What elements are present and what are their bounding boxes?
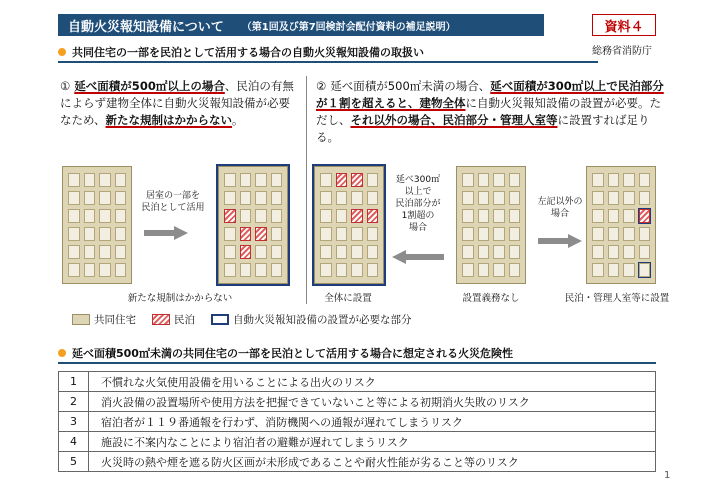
table-row — [59, 372, 656, 392]
risk-table — [58, 371, 656, 472]
section2-heading — [58, 345, 513, 361]
arrow1-text: 居室の一部を 民泊として活用 — [141, 191, 205, 213]
legend-minpaku-label: 民泊 — [174, 314, 195, 326]
case1-text — [60, 78, 300, 129]
risk-number: 2 — [59, 392, 89, 412]
risk-text: 消火設備の設置場所や使用方法を把握できていないこと等による初期消火失敗のリスク — [89, 392, 656, 412]
building-whole-alarm — [314, 166, 384, 284]
page-number: 1 — [664, 470, 671, 481]
risk-number: 4 — [59, 432, 89, 452]
label-not-required: 設置義務なし — [462, 293, 520, 304]
case2-text — [316, 78, 668, 146]
table-row — [59, 412, 656, 432]
page-subtitle: （第1回及び第7回検討会配付資料の補足説明） — [241, 21, 456, 33]
risk-text: 施設に不案内なことにより宿泊者の避難が遅れてしまうリスク — [89, 432, 656, 452]
arrow2-text: 延べ300㎡ 以上で 民泊部分が 1割超の 場合 — [395, 175, 441, 233]
section1-heading — [58, 44, 583, 60]
arrow-right-2 — [538, 234, 582, 248]
case2-condition: 延べ面積が300㎡以上で民泊部分が１割を超えると、建物全体 — [316, 79, 664, 110]
vertical-divider — [306, 76, 307, 304]
apartment-swatch — [72, 314, 90, 325]
case2-end: に設置すれば足りる。 — [316, 113, 650, 144]
section1-heading-text: 共同住宅の一部を民泊として活用する場合の自動火災報知設備の取扱い — [72, 46, 424, 59]
arrow3-text: 左記以外の 場合 — [537, 197, 583, 219]
material-label: 資料４ — [592, 14, 656, 36]
case2-exception: それ以外の場合、民泊部分・管理人室等 — [350, 113, 558, 127]
divider — [58, 61, 598, 63]
building-no-obligation — [456, 166, 526, 284]
table-row — [59, 452, 656, 472]
case1-body: 、民泊の有無によらず建物全体に自動火災報知設備が必要なため、 — [60, 79, 294, 127]
case2-body: に自動火災報知設備の設置が必要。ただし、 — [316, 96, 661, 127]
section2-heading-text: 延べ面積500㎡未満の共同住宅の一部を民泊として活用する場合に想定される火災危険性 — [72, 347, 513, 360]
bullet-icon — [58, 349, 66, 357]
case2-number: ② — [316, 79, 327, 93]
case1-condition: 延べ面積が500㎡以上の場合 — [74, 79, 225, 93]
building-partial-alarm — [586, 166, 656, 284]
case1-end: 。 — [232, 113, 244, 127]
legend — [72, 312, 428, 327]
building-apartment — [62, 166, 132, 284]
arrow-left — [392, 250, 444, 264]
alarm-swatch — [211, 314, 229, 325]
building-minpaku-over500 — [218, 166, 288, 284]
arrow-right-1 — [144, 226, 188, 240]
risk-text: 火災時の熱や煙を遮る防火区画が未形成であることや耐火性能が劣ること等のリスク — [89, 452, 656, 472]
legend-alarm-label: 自動火災報知設備の設置が必要な部分 — [233, 314, 412, 326]
organization: 総務省消防庁 — [592, 46, 652, 57]
legend-apartment — [72, 312, 136, 327]
risk-number: 3 — [59, 412, 89, 432]
case2-intro: 延べ面積が500㎡未満の場合、 — [330, 79, 491, 93]
minpaku-swatch — [152, 314, 170, 325]
risk-number: 5 — [59, 452, 89, 472]
legend-alarm — [211, 312, 412, 327]
case1-number: ① — [60, 79, 71, 93]
bullet-icon — [58, 48, 66, 56]
risk-number: 1 — [59, 372, 89, 392]
label-partial: 民泊・管理人室等に設置 — [564, 293, 670, 304]
title-bar — [58, 14, 544, 36]
risk-text: 不慣れな火気使用設備を用いることによる出火のリスク — [89, 372, 656, 392]
label-whole: 全体に設置 — [324, 293, 372, 304]
legend-minpaku — [152, 312, 195, 327]
risk-text: 宿泊者が１１９番通報を行わず、消防機関への通報が遅れてしまうリスク — [89, 412, 656, 432]
case1-conclusion: 新たな規制はかからない — [105, 113, 233, 127]
label-no-regulation: 新たな規制はかからない — [127, 293, 233, 304]
table-row — [59, 432, 656, 452]
divider — [58, 362, 656, 364]
legend-apartment-label: 共同住宅 — [94, 314, 136, 326]
table-row — [59, 392, 656, 412]
page-title: 自動火災報知設備について — [68, 19, 224, 35]
